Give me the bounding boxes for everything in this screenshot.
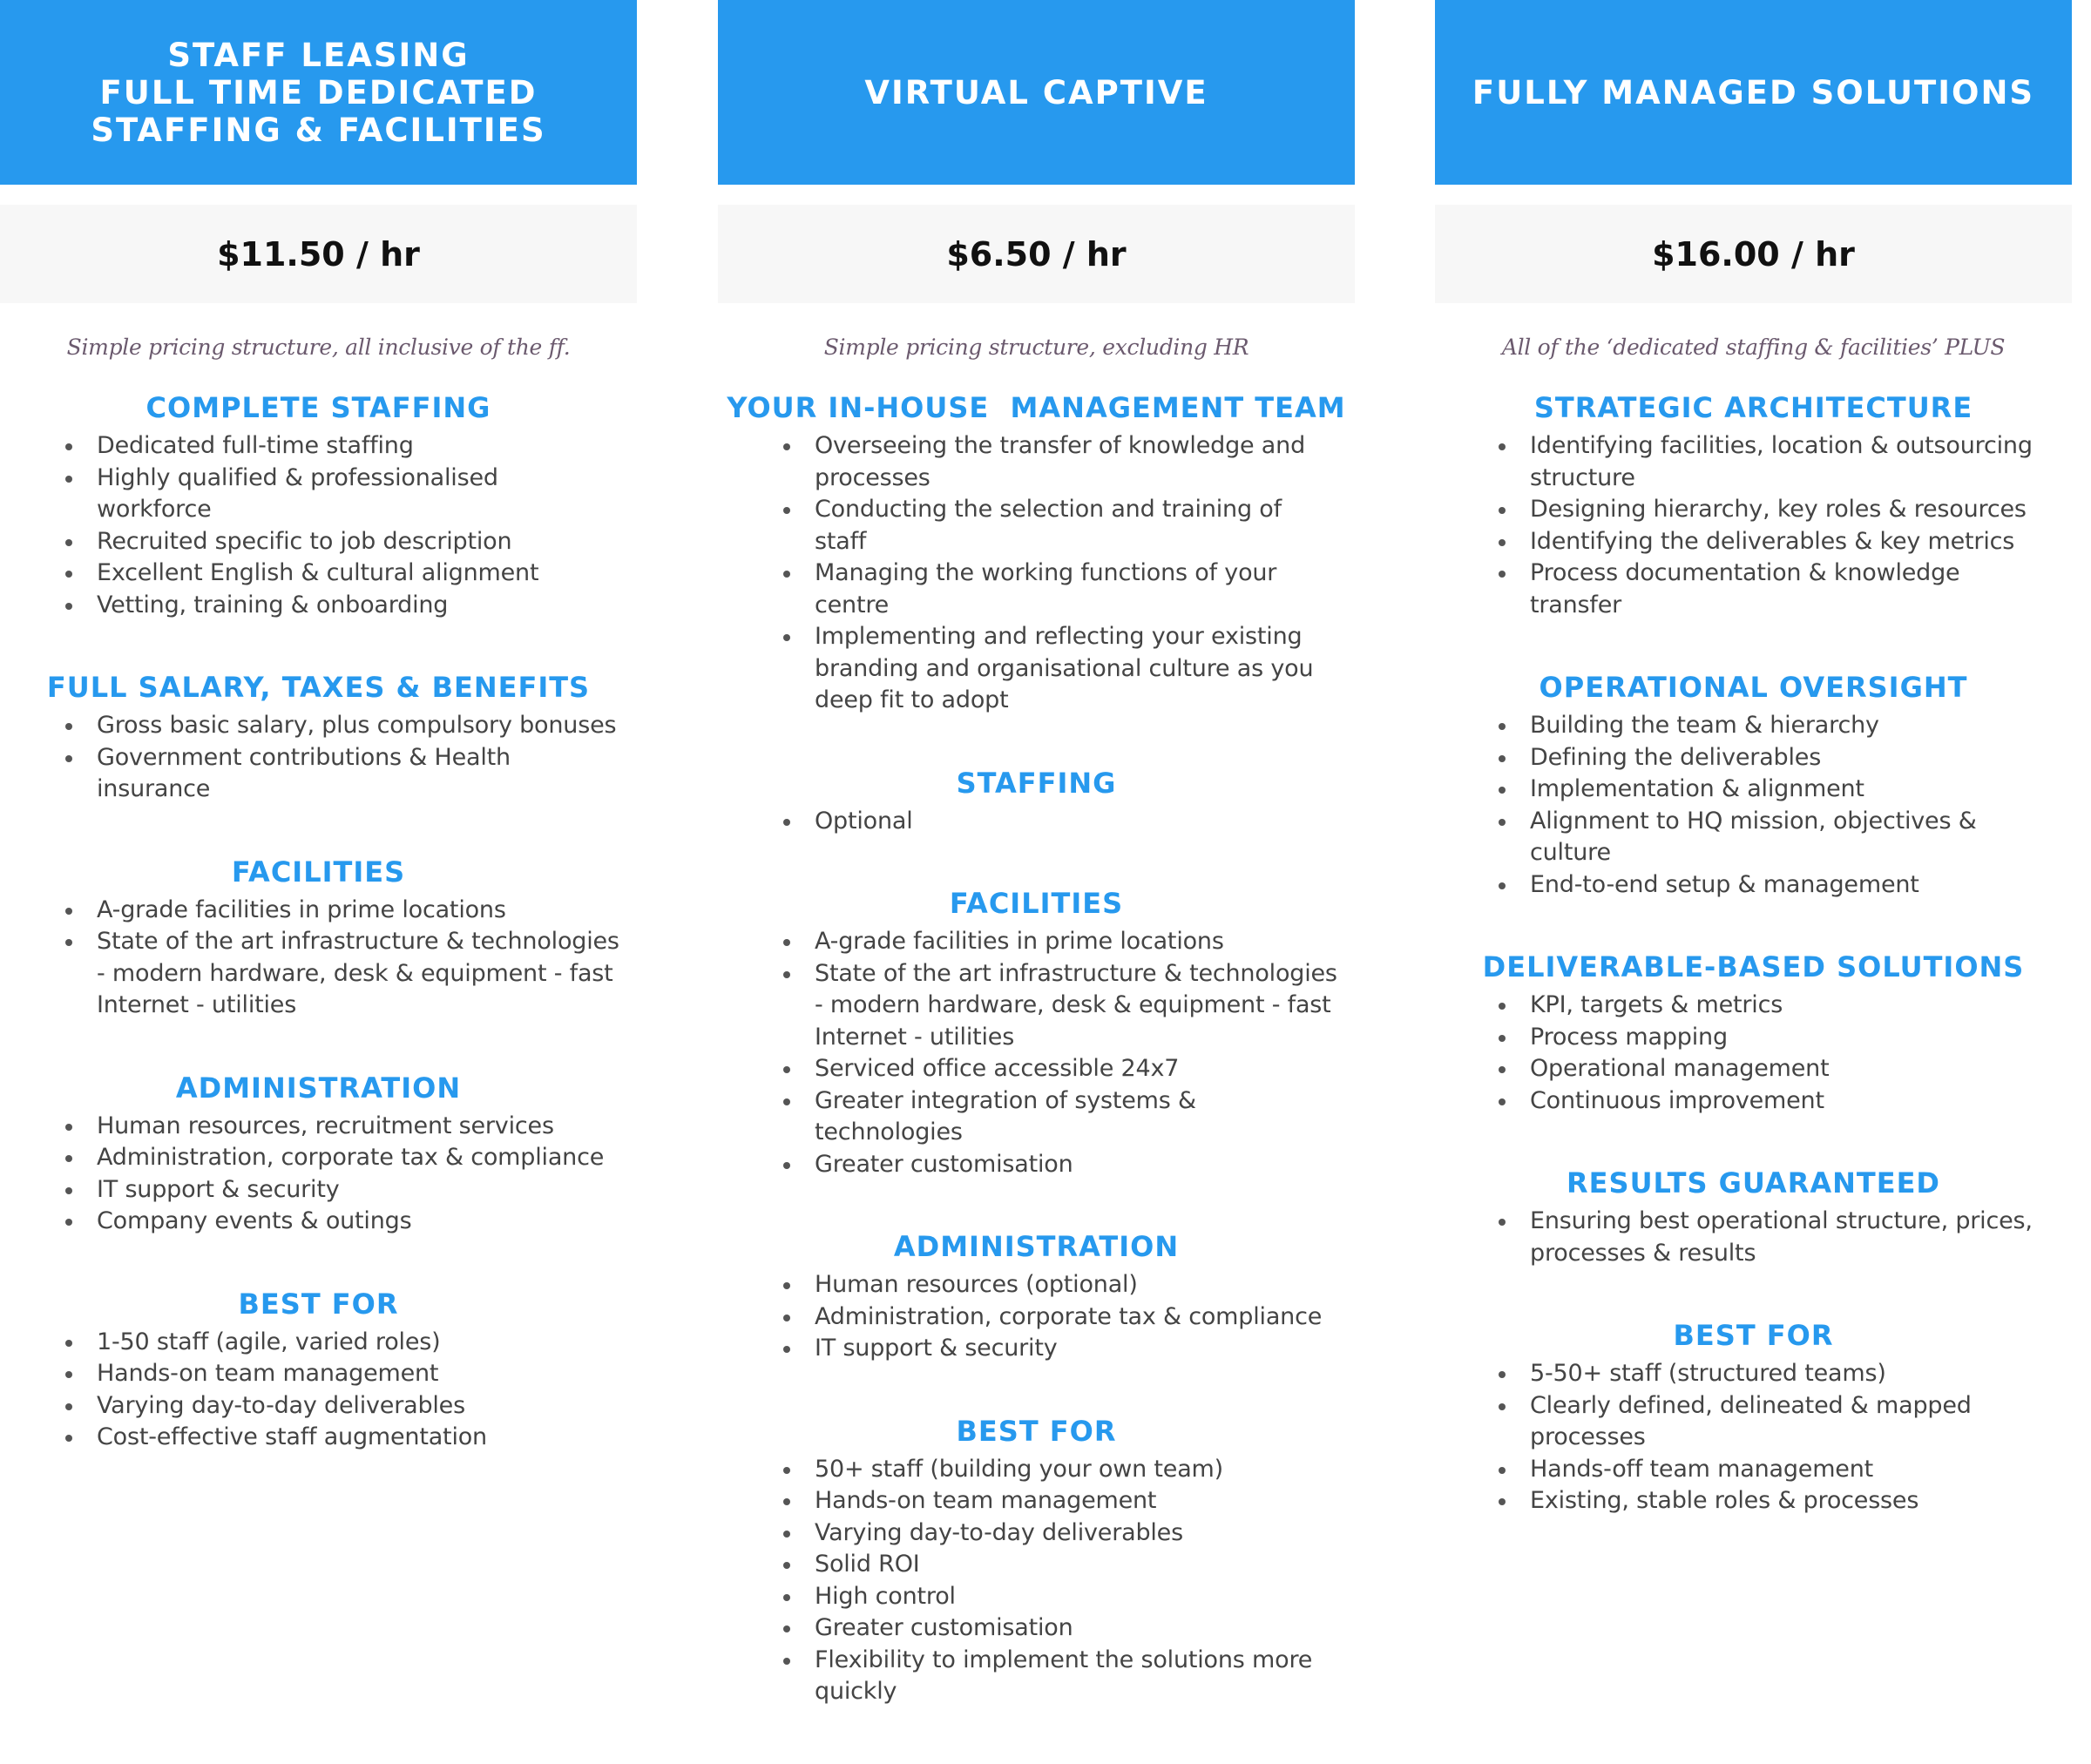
list-item: Hands-on team management: [815, 1485, 1355, 1517]
list-item: Solid ROI: [815, 1549, 1355, 1581]
section-title: STAFFING: [956, 766, 1117, 800]
section-best-for: [1435, 1318, 2072, 1517]
plan-header: [718, 0, 1355, 185]
list-item: Cost-effective staff augmentation: [97, 1422, 637, 1454]
list-item: Operational management: [1530, 1053, 2072, 1085]
section-title: FACILITIES: [231, 855, 406, 889]
section-best-for: [718, 1414, 1355, 1708]
list-item: Building the team & hierarchy: [1530, 710, 2072, 742]
section-administration: [718, 1229, 1355, 1365]
list-item: Varying day-to-day deliverables: [97, 1390, 637, 1423]
list-item: Greater customisation: [815, 1612, 1355, 1645]
section-facilities: [0, 855, 637, 1022]
list-item: Flexibility to implement the solutions more quickly: [815, 1645, 1355, 1708]
feature-list: [1435, 430, 2072, 621]
list-item: Defining the deliverables: [1530, 742, 2072, 774]
section-title: ADMINISTRATION: [893, 1230, 1180, 1263]
section-operational-oversight: [1435, 670, 2072, 901]
list-item: Highly qualified & professionalised workforce: [97, 463, 637, 526]
list-item: Greater integration of systems & technologies: [815, 1085, 1355, 1149]
section-title: BEST FOR: [1673, 1319, 1834, 1352]
plan-card-fully-managed: [1435, 0, 2072, 1566]
feature-list: [0, 895, 637, 1022]
feature-list: [718, 926, 1355, 1180]
plan-title-line: FULL TIME DEDICATED: [99, 73, 538, 112]
list-item: Implementing and reflecting your existing branding and organisational culture as you deep fit to adopt: [815, 621, 1355, 717]
plan-price: $11.50 / hr: [0, 205, 637, 303]
feature-list: [1435, 990, 2072, 1117]
list-item: Gross basic salary, plus compulsory bonuses: [97, 710, 637, 742]
list-item: Alignment to HQ mission, objectives & culture: [1530, 806, 2072, 869]
section-facilities: [718, 886, 1355, 1180]
list-item: Identifying facilities, location & outsourcing structure: [1530, 430, 2072, 494]
list-item: A-grade facilities in prime locations: [97, 895, 637, 927]
section-staffing: [718, 766, 1355, 838]
section-title: COMPLETE STAFFING: [145, 391, 491, 424]
list-item: Overseeing the transfer of knowledge and processes: [815, 430, 1355, 494]
list-item: Serviced office accessible 24x7: [815, 1053, 1355, 1085]
list-item: KPI, targets & metrics: [1530, 990, 2072, 1022]
list-item: Varying day-to-day deliverables: [815, 1517, 1355, 1550]
plan-card-staff-leasing: [0, 0, 637, 1503]
list-item: Government contributions & Health insurance: [97, 742, 637, 806]
plan-tagline: Simple pricing structure, excluding HR: [823, 334, 1249, 360]
section-title: BEST FOR: [956, 1414, 1117, 1448]
list-item: Conducting the selection and training of staff: [815, 494, 1355, 558]
list-item: Administration, corporate tax & compliance: [97, 1142, 637, 1174]
feature-list: [1435, 1358, 2072, 1517]
feature-list: [0, 710, 637, 806]
feature-list: [1435, 710, 2072, 901]
list-item: IT support & security: [97, 1174, 637, 1206]
section-administration: [0, 1071, 637, 1238]
list-item: Vetting, training & onboarding: [97, 590, 637, 622]
section-title: BEST FOR: [238, 1287, 399, 1321]
list-item: Ensuring best operational structure, prices, processes & results: [1530, 1206, 2072, 1269]
feature-list: [1435, 1206, 2072, 1269]
list-item: IT support & security: [815, 1333, 1355, 1365]
list-item: Hands-off team management: [1530, 1454, 2072, 1486]
section-complete-staffing: [0, 390, 637, 621]
feature-list: [0, 1327, 637, 1454]
list-item: Managing the working functions of your centre: [815, 558, 1355, 621]
list-item: State of the art infrastructure & technologies - modern hardware, desk & equipment - fast Internet - utilities: [815, 958, 1355, 1054]
list-item: Clearly defined, delineated & mapped processes: [1530, 1390, 2072, 1454]
list-item: Excellent English & cultural alignment: [97, 558, 637, 590]
section-best-for: [0, 1287, 637, 1454]
plan-title-line: FULLY MANAGED SOLUTIONS: [1472, 73, 2035, 112]
plan-title-line: VIRTUAL CAPTIVE: [864, 73, 1208, 112]
plan-tagline: Simple pricing structure, all inclusive of the ff.: [66, 334, 571, 360]
feature-list: [718, 1454, 1355, 1708]
list-item: 5-50+ staff (structured teams): [1530, 1358, 2072, 1390]
section-title: DELIVERABLE-BASED SOLUTIONS: [1482, 950, 2025, 983]
list-item: Existing, stable roles & processes: [1530, 1485, 2072, 1517]
list-item: Process documentation & knowledge transfer: [1530, 558, 2072, 621]
list-item: Hands-on team management: [97, 1358, 637, 1390]
section-in-house-management-team: [718, 390, 1355, 717]
plan-price: $16.00 / hr: [1435, 205, 2072, 303]
section-title: YOUR IN-HOUSE MANAGEMENT TEAM: [727, 391, 1346, 424]
plan-header: [0, 0, 637, 185]
section-title: RESULTS GUARANTEED: [1567, 1166, 1940, 1200]
list-item: 50+ staff (building your own team): [815, 1454, 1355, 1486]
section-salary-taxes-benefits: [0, 670, 637, 806]
plan-tagline: All of the ‘dedicated staffing & facilities’ PLUS: [1501, 334, 2006, 360]
feature-list: [0, 430, 637, 621]
plan-title-line: STAFF LEASING: [167, 36, 470, 74]
section-title: ADMINISTRATION: [175, 1071, 462, 1105]
feature-list: [718, 1269, 1355, 1365]
section-title: FACILITIES: [949, 887, 1124, 920]
list-item: Administration, corporate tax & compliance: [815, 1301, 1355, 1334]
section-title: FULL SALARY, TAXES & BENEFITS: [46, 671, 591, 704]
list-item: Human resources (optional): [815, 1269, 1355, 1301]
feature-list: [0, 1111, 637, 1238]
plan-price: $6.50 / hr: [718, 205, 1355, 303]
list-item: A-grade facilities in prime locations: [815, 926, 1355, 958]
plan-card-virtual-captive: [718, 0, 1355, 1757]
section-deliverable-based-solutions: [1435, 950, 2072, 1117]
list-item: Recruited specific to job description: [97, 526, 637, 558]
list-item: Human resources, recruitment services: [97, 1111, 637, 1143]
list-item: Identifying the deliverables & key metrics: [1530, 526, 2072, 558]
section-results-guaranteed: [1435, 1166, 2072, 1269]
list-item: Optional: [815, 806, 1355, 838]
list-item: High control: [815, 1581, 1355, 1613]
section-title: OPERATIONAL OVERSIGHT: [1539, 671, 1968, 704]
feature-list: [718, 806, 1355, 838]
section-title: STRATEGIC ARCHITECTURE: [1533, 391, 1973, 424]
list-item: Process mapping: [1530, 1022, 2072, 1054]
feature-list: [718, 430, 1355, 717]
list-item: 1-50 staff (agile, varied roles): [97, 1327, 637, 1359]
list-item: Company events & outings: [97, 1206, 637, 1238]
list-item: Dedicated full-time staffing: [97, 430, 637, 463]
section-strategic-architecture: [1435, 390, 2072, 621]
plan-title-line: STAFFING & FACILITIES: [91, 111, 546, 149]
list-item: Designing hierarchy, key roles & resources: [1530, 494, 2072, 526]
list-item: Implementation & alignment: [1530, 774, 2072, 806]
list-item: Continuous improvement: [1530, 1085, 2072, 1118]
list-item: End-to-end setup & management: [1530, 869, 2072, 902]
plan-header: [1435, 0, 2072, 185]
list-item: State of the art infrastructure & technologies - modern hardware, desk & equipment - fast Internet - utilities: [97, 926, 637, 1022]
list-item: Greater customisation: [815, 1149, 1355, 1181]
